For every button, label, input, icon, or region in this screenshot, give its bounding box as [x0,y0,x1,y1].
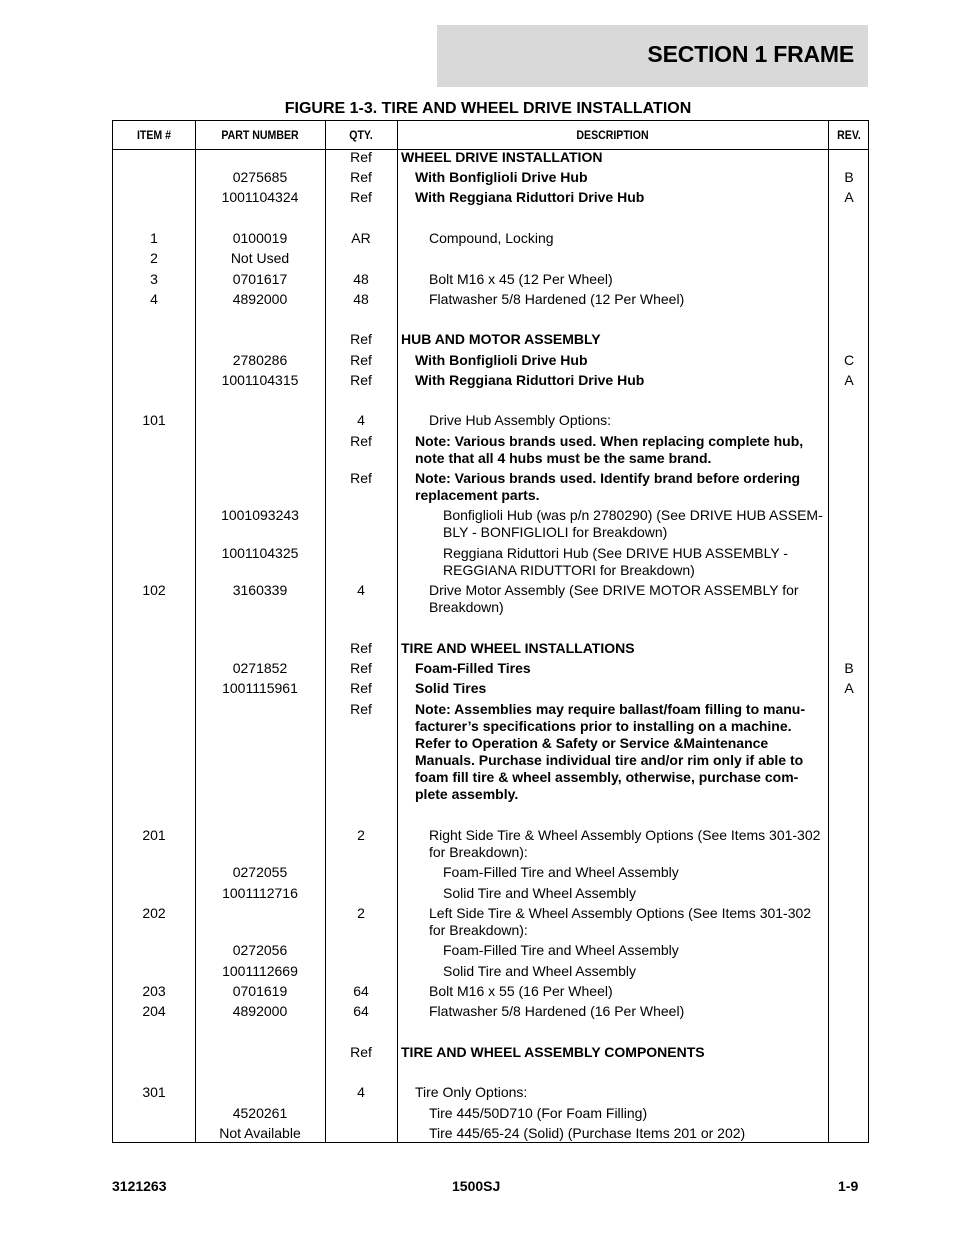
item-number-cell: 301 [142,1084,166,1100]
revision-cell: B [844,660,854,676]
footer-page-number: 1-9 [838,1178,859,1194]
column-divider [828,121,829,1142]
description-cell: Flatwasher 5/8 Hardened (12 Per Wheel) [429,291,685,307]
description-cell: Note: Various brands used. When replacing complete hub, note that all 4 hubs must be the same brand. [415,433,804,466]
description-cell: Bolt M16 x 45 (12 Per Wheel) [429,271,613,287]
item-number-cell: 2 [150,250,158,266]
quantity-cell: AR [351,230,371,246]
description-cell: TIRE AND WHEEL INSTALLATIONS [401,640,635,656]
quantity-cell: 2 [357,905,365,921]
part-number-cell: 1001093243 [221,507,299,523]
section-title: SECTION 1 FRAME [647,41,854,67]
part-number-cell: 0271852 [232,660,288,676]
item-number-cell: 201 [142,827,166,843]
part-number-cell: 0272056 [232,942,288,958]
footer-document-number: 3121263 [112,1178,167,1194]
description-cell: Note: Various brands used. Identify brand before ordering replacement parts. [415,470,801,503]
description-cell: Tire 445/65-24 (Solid) (Purchase Items 201 or 202) [429,1125,746,1141]
description-cell: Right Side Tire & Wheel Assembly Options (See Items 301-302 for Breakdown): [429,827,821,860]
part-number-cell: 0272055 [232,864,288,880]
part-number-cell: Not Available [219,1125,301,1141]
quantity-cell: Ref [350,701,372,717]
quantity-cell: 4 [357,582,365,598]
part-number-cell: 1001104325 [221,545,299,561]
item-number-cell: 102 [142,582,166,598]
description-cell: HUB AND MOTOR ASSEMBLY [401,331,601,347]
part-number-cell: 0275685 [232,169,288,185]
parts-table [112,120,869,1143]
description-cell: With Reggiana Riduttori Drive Hub [415,372,645,388]
column-header-description: DESCRIPTION [576,128,649,142]
footer-model: 1500SJ [452,1178,501,1194]
quantity-cell: Ref [350,680,372,696]
column-header-qty: QTY. [349,128,373,142]
quantity-cell: 4 [357,1084,365,1100]
quantity-cell: Ref [350,189,372,205]
section-header [437,25,868,87]
column-header-part-number: PART NUMBER [221,128,299,142]
quantity-cell: 48 [353,291,369,307]
part-number-cell: 1001112716 [222,885,298,901]
part-number-cell: 1001112669 [222,963,298,979]
part-number-cell: 3160339 [232,582,288,598]
quantity-cell: 2 [357,827,365,843]
part-number-cell: 1001104324 [221,189,299,205]
description-cell: Solid Tire and Wheel Assembly [443,885,636,901]
part-number-cell: 2780286 [232,352,288,368]
description-cell: Solid Tires [415,680,487,696]
item-number-cell: 203 [142,983,166,999]
quantity-cell: Ref [350,433,372,449]
description-cell: Flatwasher 5/8 Hardened (16 Per Wheel) [429,1003,685,1019]
description-cell: With Bonfiglioli Drive Hub [415,352,588,368]
quantity-cell: 64 [353,983,369,999]
part-number-cell: 4892000 [232,1003,288,1019]
description-cell: Note: Assemblies may require ballast/foam filling to manu-facturer’s specifications prior to installing on a machine. Refer to Operation & Safety or Service &Maintenance Manuals. Purchase individual tire and/or rim only if able to foam fill tire & wheel assembly, otherwise, purchase com-plete assembly. [415,701,806,802]
part-number-cell: 1001104315 [221,372,299,388]
description-cell: Drive Hub Assembly Options: [429,412,612,428]
description-cell: Solid Tire and Wheel Assembly [443,963,636,979]
description-cell: Tire 445/50D710 (For Foam Filling) [429,1105,648,1121]
figure-title: FIGURE 1-3. TIRE AND WHEEL DRIVE INSTALLATION [284,100,692,117]
quantity-cell: Ref [350,372,372,388]
item-number-cell: 1 [150,230,158,246]
description-cell: With Bonfiglioli Drive Hub [415,169,588,185]
item-number-cell: 4 [150,291,158,307]
description-cell: With Reggiana Riduttori Drive Hub [415,189,645,205]
quantity-cell: Ref [350,640,372,656]
description-cell: Bonfiglioli Hub (was p/n 2780290) (See DRIVE HUB ASSEM-BLY - BONFIGLIOLI for Breakdown) [443,507,823,540]
description-cell: Compound, Locking [429,230,554,246]
column-header-rev: REV. [837,128,861,142]
item-number-cell: 202 [142,905,166,921]
part-number-cell: 4892000 [232,291,288,307]
quantity-cell: Ref [350,470,372,486]
part-number-cell: 1001115961 [222,680,298,696]
column-header-item: ITEM # [136,128,172,142]
quantity-cell: Ref [350,169,372,185]
description-cell: Left Side Tire & Wheel Assembly Options (See Items 301-302 for Breakdown): [429,905,812,938]
quantity-cell: Ref [350,331,372,347]
description-cell: TIRE AND WHEEL ASSEMBLY COMPONENTS [401,1044,705,1060]
quantity-cell: Ref [350,352,372,368]
revision-cell: A [844,680,854,696]
revision-cell: B [844,169,854,185]
item-number-cell: 101 [142,412,166,428]
description-cell: Tire Only Options: [415,1084,528,1100]
part-number-cell: 0100019 [232,230,288,246]
item-number-cell: 204 [142,1003,166,1019]
quantity-cell: Ref [350,149,372,165]
description-cell: Foam-Filled Tires [415,660,531,676]
revision-cell: A [844,372,854,388]
quantity-cell: 64 [353,1003,369,1019]
description-cell: Reggiana Riduttori Hub (See DRIVE HUB ASSEMBLY - REGGIANA RIDUTTORI for Breakdown) [443,545,788,578]
description-cell: WHEEL DRIVE INSTALLATION [401,149,603,165]
description-cell: Foam-Filled Tire and Wheel Assembly [443,942,679,958]
description-cell: Bolt M16 x 55 (16 Per Wheel) [429,983,613,999]
quantity-cell: Ref [350,1044,372,1060]
description-cell: Drive Motor Assembly (See DRIVE MOTOR ASSEMBLY for Breakdown) [429,582,799,615]
description-cell: Foam-Filled Tire and Wheel Assembly [443,864,679,880]
part-number-cell: 0701617 [232,271,288,287]
part-number-cell: 0701619 [232,983,288,999]
part-number-cell: Not Used [230,250,290,266]
item-number-cell: 3 [150,271,158,287]
part-number-cell: 4520261 [232,1105,288,1121]
revision-cell: C [843,352,855,368]
quantity-cell: 4 [357,412,365,428]
quantity-cell: 48 [353,271,369,287]
quantity-cell: Ref [350,660,372,676]
revision-cell: A [844,189,854,205]
table-header [113,121,868,150]
